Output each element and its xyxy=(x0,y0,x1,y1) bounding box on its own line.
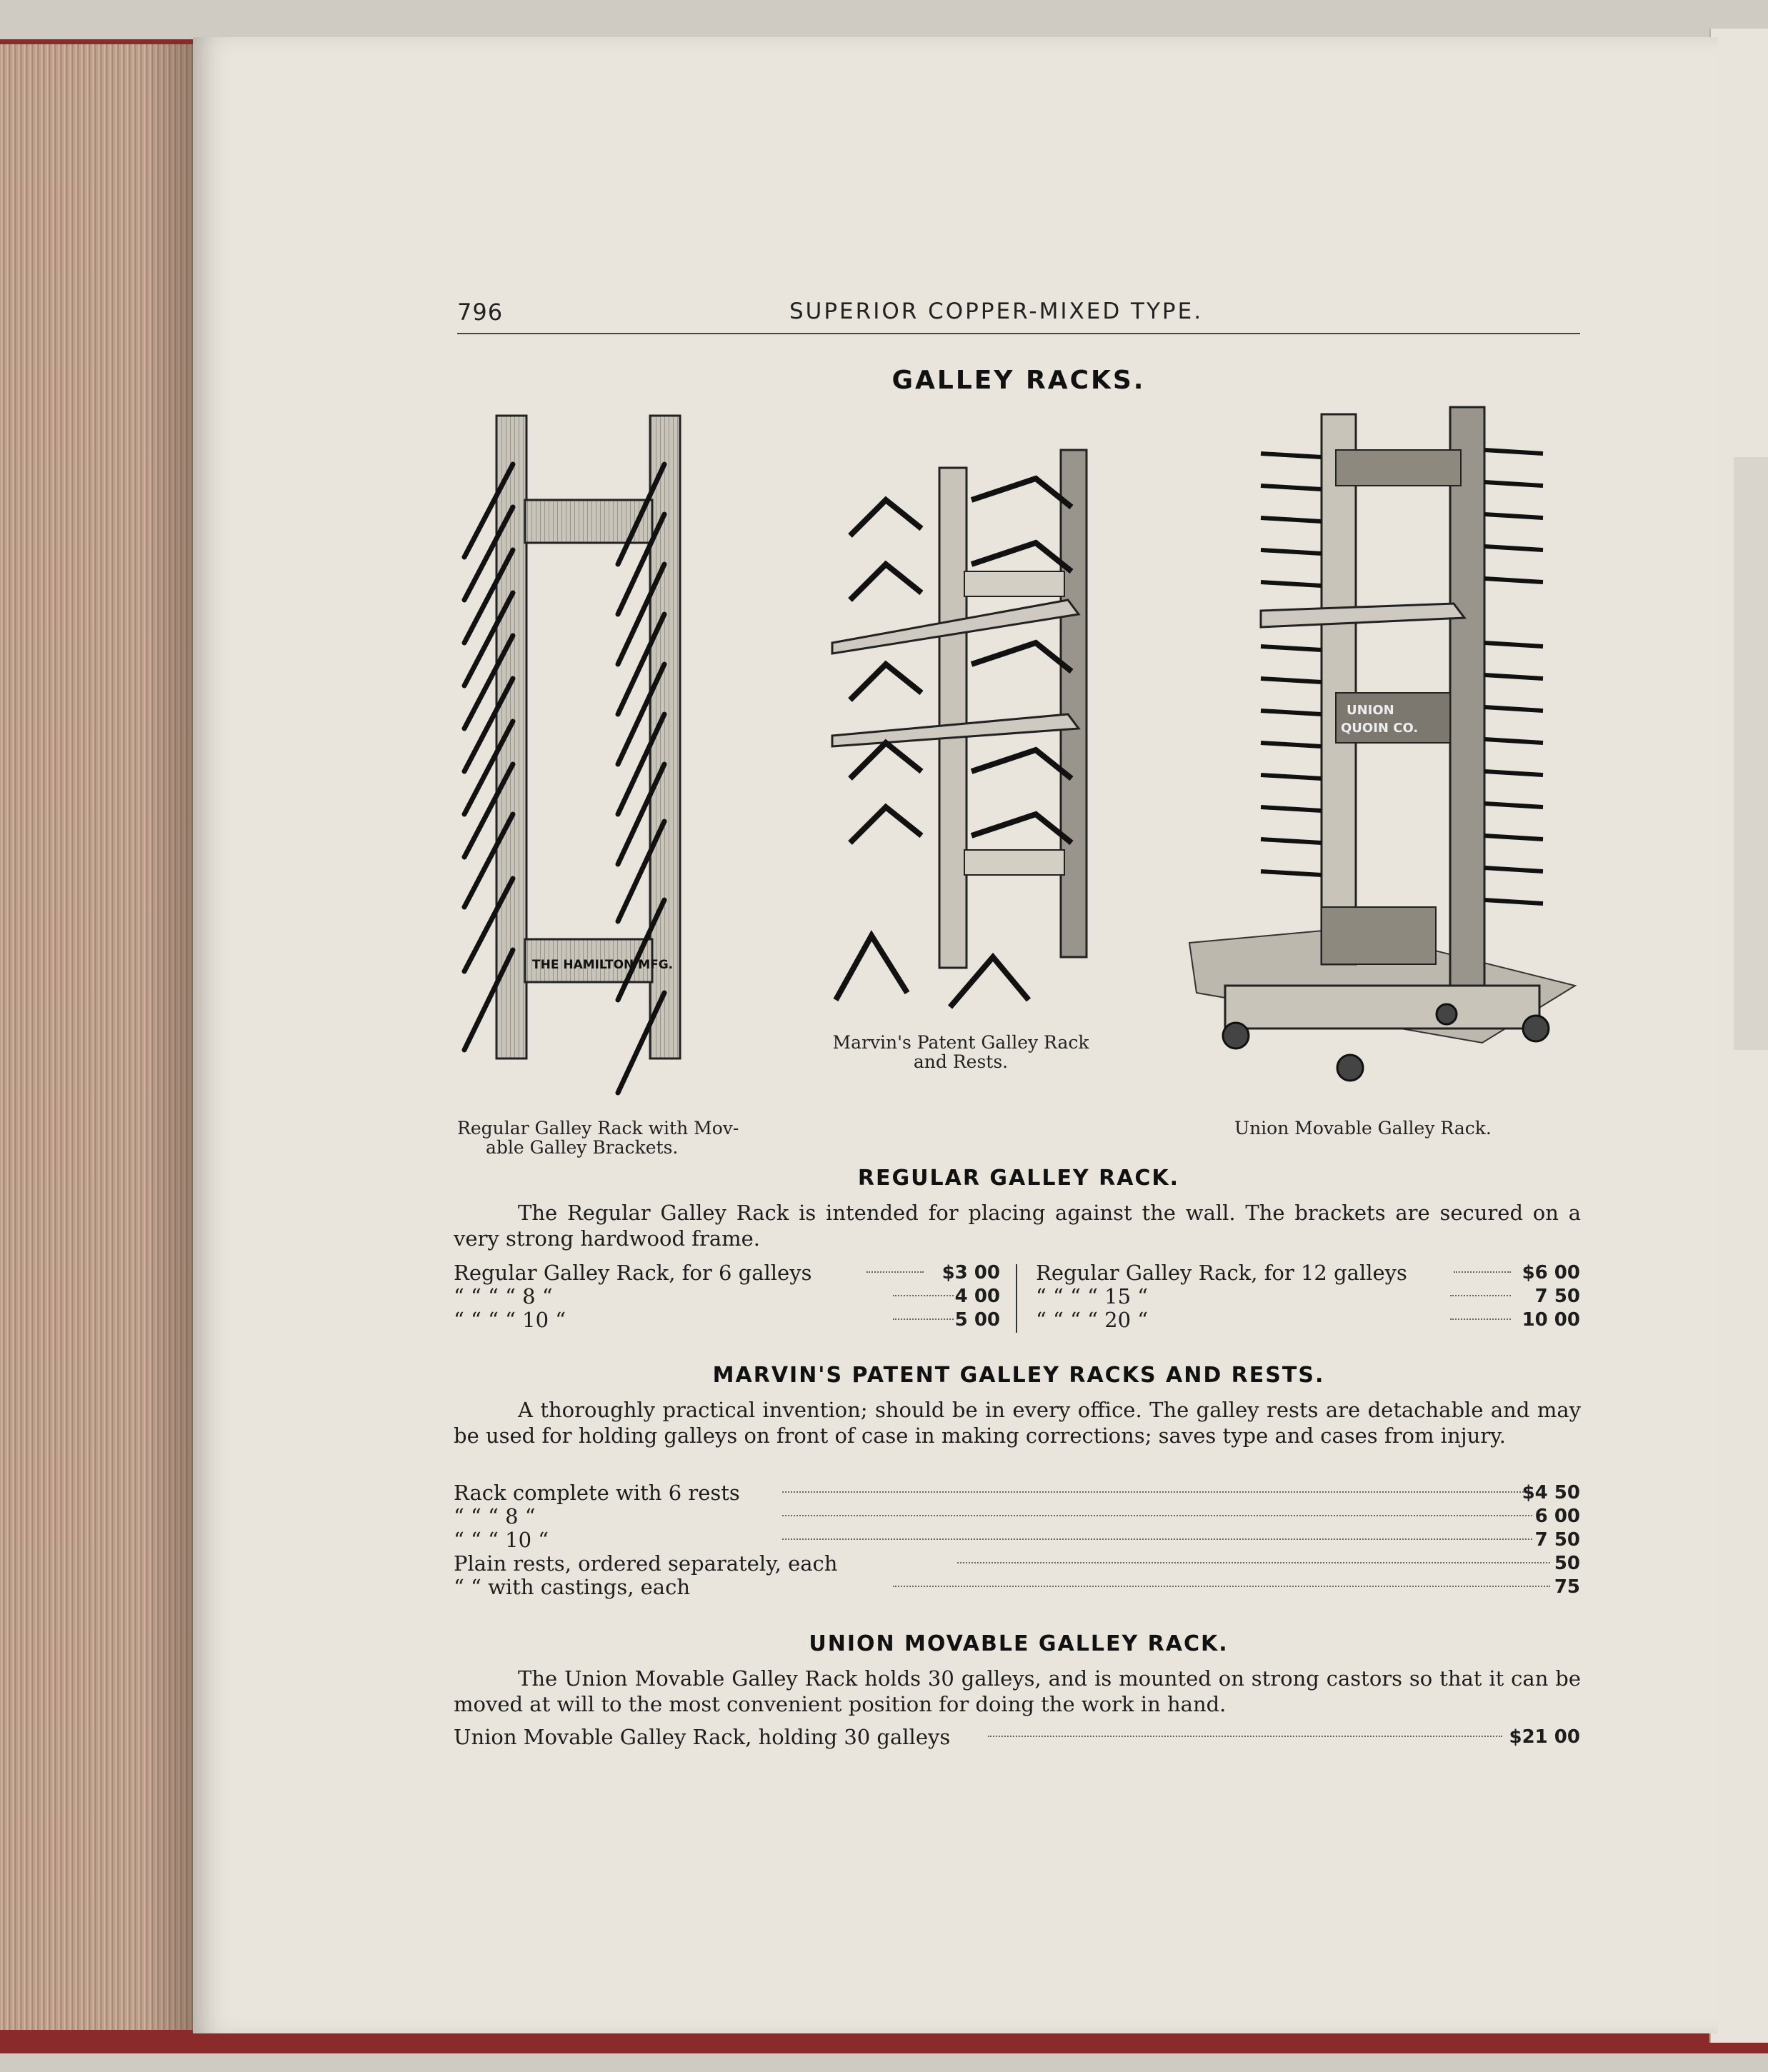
leader-dots xyxy=(893,1586,1550,1587)
leader-dots xyxy=(866,1271,924,1273)
leader-dots xyxy=(1450,1295,1511,1296)
price-row xyxy=(454,1285,1000,1308)
leader-dots xyxy=(1454,1271,1511,1273)
price-label: “ “ “ 10 “ xyxy=(454,1528,549,1552)
regular-rack-caption-line2: able Galley Brackets. xyxy=(486,1137,679,1158)
regular-galley-rack-illustration xyxy=(450,407,721,1114)
price-label: Regular Galley Rack, for 6 galleys xyxy=(454,1261,812,1285)
union-description-text: The Union Movable Galley Rack holds 30 galleys, and is mounted on strong castors so that it can be moved at will to the most convenient position for doing the work in hand. xyxy=(454,1666,1581,1716)
price-label: Regular Galley Rack, for 12 galleys xyxy=(1036,1261,1407,1285)
price-column-divider xyxy=(1016,1264,1017,1333)
price-value: 10 00 xyxy=(1522,1309,1580,1331)
union-galley-shelf xyxy=(1261,604,1464,627)
price-value: 50 xyxy=(1554,1553,1580,1574)
price-label: Rack complete with 6 rests xyxy=(454,1481,740,1505)
price-row xyxy=(454,1308,1000,1332)
regular-section-description xyxy=(454,1200,1581,1251)
marvin-rack-caption xyxy=(821,1033,1100,1071)
regular-section-title: REGULAR GALLEY RACK. xyxy=(857,1166,1180,1191)
price-label: “ “ with castings, each xyxy=(454,1575,691,1599)
leader-dots xyxy=(782,1538,1532,1540)
facing-page-edge xyxy=(1709,29,1768,2043)
price-value: 6 00 xyxy=(1534,1506,1580,1527)
price-row xyxy=(1036,1261,1580,1285)
price-value: $4 50 xyxy=(1522,1482,1580,1503)
price-row xyxy=(1036,1285,1580,1308)
nameplate-line1: UNION xyxy=(1347,703,1394,718)
regular-rack-caption xyxy=(457,1118,771,1157)
price-row xyxy=(1036,1308,1580,1332)
price-value: 7 50 xyxy=(1534,1529,1580,1551)
regular-prices-right xyxy=(1036,1261,1580,1332)
union-bracket-group xyxy=(1261,450,1543,904)
page-title: GALLEY RACKS. xyxy=(892,366,1146,395)
price-label: “ “ “ “ 20 “ xyxy=(1036,1308,1149,1332)
running-head: SUPERIOR COPPER-MIXED TYPE. xyxy=(789,299,1204,324)
union-galley-rack-illustration xyxy=(1182,400,1582,1107)
price-row xyxy=(454,1261,1000,1285)
leader-dots xyxy=(782,1515,1532,1516)
leader-dots xyxy=(782,1491,1532,1493)
page-number: 796 xyxy=(457,299,504,326)
marvin-section-title: MARVIN'S PATENT GALLEY RACKS AND RESTS. xyxy=(712,1363,1325,1388)
nameplate-line2: QUOIN CO. xyxy=(1341,721,1419,736)
price-row xyxy=(454,1576,1580,1599)
marvin-galley-rack-illustration xyxy=(821,436,1107,1029)
price-label: Plain rests, ordered separately, each xyxy=(454,1551,838,1576)
gutter-shadow xyxy=(146,44,196,2030)
price-label: “ “ “ “ 10 “ xyxy=(454,1308,566,1332)
marvin-rack-caption-line2: and Rests. xyxy=(913,1051,1009,1072)
price-value: $6 00 xyxy=(1522,1262,1580,1283)
price-row xyxy=(454,1552,1580,1576)
leader-dots xyxy=(893,1295,954,1296)
facing-page-strip xyxy=(1734,457,1768,1050)
price-label: “ “ “ “ 15 “ xyxy=(1036,1284,1149,1308)
price-row xyxy=(454,1726,1580,1749)
price-value: 7 50 xyxy=(1534,1286,1580,1307)
regular-rack-caption-line1: Regular Galley Rack with Mov- xyxy=(457,1118,739,1138)
regular-prices-left xyxy=(454,1261,1000,1332)
price-row xyxy=(454,1528,1580,1552)
price-value: $21 00 xyxy=(1509,1726,1580,1748)
marvin-description-text: A thoroughly practical invention; should be in every office. The galley rests are detachable and may be used for holding galleys on front of case in making corrections; saves type and cases from injury. xyxy=(454,1398,1581,1448)
marvin-section-description xyxy=(454,1397,1581,1448)
leader-dots xyxy=(1450,1318,1511,1320)
price-value: 75 xyxy=(1554,1576,1580,1598)
marvin-rack-caption-line1: Marvin's Patent Galley Rack xyxy=(832,1032,1089,1053)
regular-description-text: The Regular Galley Rack is intended for placing against the wall. The brackets are secured on a very strong hardwood frame. xyxy=(454,1201,1581,1251)
price-row xyxy=(454,1505,1580,1528)
price-value: $3 00 xyxy=(942,1262,1000,1283)
price-label: Union Movable Galley Rack, holding 30 galleys xyxy=(454,1725,951,1749)
price-label: “ “ “ “ 8 “ xyxy=(454,1284,553,1308)
crossbar-label: THE HAMILTON MFG. xyxy=(532,958,674,972)
price-value: 5 00 xyxy=(954,1309,1000,1331)
union-section-description xyxy=(454,1666,1581,1717)
price-value: 4 00 xyxy=(954,1286,1000,1307)
leader-dots xyxy=(893,1318,954,1320)
page-header xyxy=(457,299,1580,334)
marvin-prices xyxy=(454,1481,1580,1599)
price-label: “ “ “ 8 “ xyxy=(454,1504,536,1528)
leader-dots xyxy=(957,1562,1550,1563)
union-rack-caption: Union Movable Galley Rack. xyxy=(1234,1118,1492,1138)
leader-dots xyxy=(988,1736,1502,1737)
union-prices xyxy=(454,1726,1580,1749)
price-row xyxy=(454,1481,1580,1505)
union-section-title: UNION MOVABLE GALLEY RACK. xyxy=(809,1631,1229,1656)
